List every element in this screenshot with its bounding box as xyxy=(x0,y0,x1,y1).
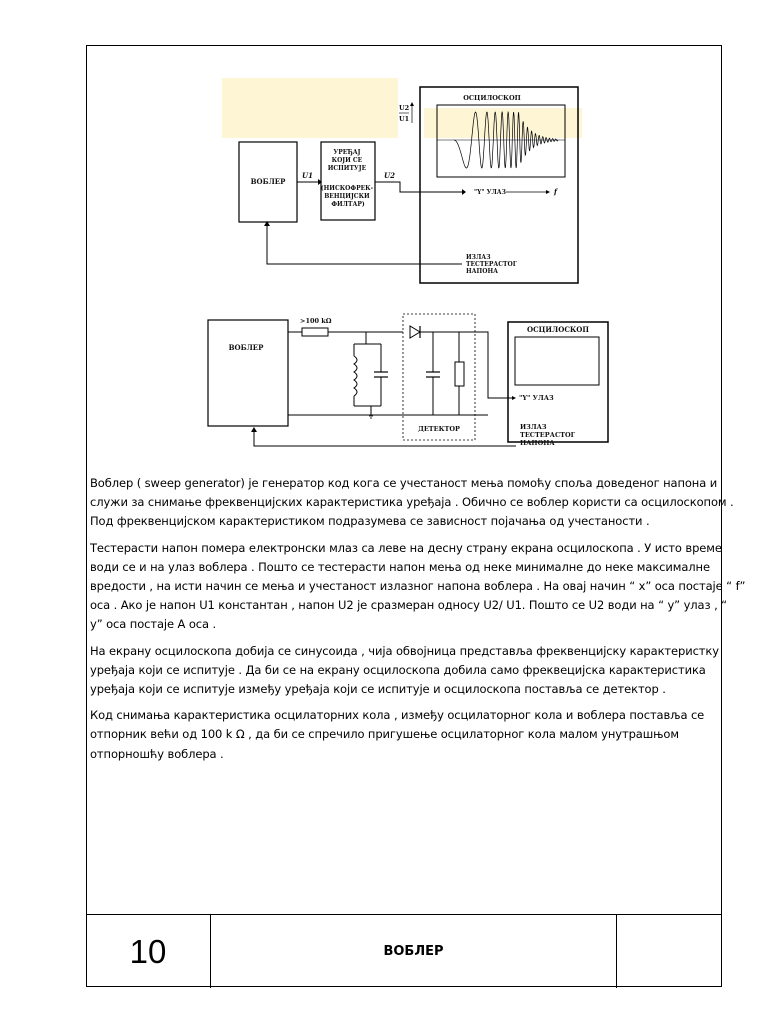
gain-ratio-label: U2 U1 xyxy=(399,104,410,123)
load-resistor xyxy=(455,362,464,386)
title-block xyxy=(86,914,722,987)
detector-label: ДЕТЕКТОР xyxy=(418,425,460,433)
sweep-output-label: ИЗЛАЗ ТЕСТЕРАСТОГ НАПОНА xyxy=(520,423,576,447)
highlight xyxy=(222,78,398,138)
diode xyxy=(410,326,420,338)
body-text xyxy=(90,474,746,771)
device-label: УРЕЂАЈ КОЈИ СЕ ИСПИТУЈЕ (НИСКОФРЕК- ВЕНЦИЈСКИ ФИЛТАР) xyxy=(320,149,374,208)
wobbler-block-diagram xyxy=(222,78,584,288)
wobbler-label: ВОБЛЕР xyxy=(228,343,264,352)
u2-label: U2 xyxy=(384,171,395,180)
f-axis-label: f xyxy=(554,187,558,196)
blank-cell xyxy=(617,915,722,988)
wobbler-label: ВОБЛЕР xyxy=(250,177,286,186)
oscilloscope-screen xyxy=(515,337,599,385)
inductor-coil xyxy=(354,356,357,396)
sweep-output-label: ИЗЛАЗ ТЕСТЕРАСТОГ НАПОНА xyxy=(466,254,517,275)
wobbler-box xyxy=(208,320,288,426)
oscilloscope-label: ОСЦИЛОСКОП xyxy=(463,94,521,102)
page-number: 10 xyxy=(86,915,211,988)
paragraph-1: Воблер ( sweep generator) је генератор код кога се учестаност мења помоћу споља доведеног напона и служи за снимање фреквенцијских карактеристика уређаја . Обично се воблер користи са осцилоскопом . Под фреквенцијском карактеристиком подразумева се зависност појачања од учестаности . xyxy=(90,476,734,529)
y-input-label: "Y" УЛАЗ xyxy=(474,189,507,196)
oscilloscope-label: ОСЦИЛОСКОП xyxy=(527,325,589,334)
paragraph-4: Код снимања карактеристика осцилаторних кола , између осцилаторног кола и воблера поставља се отпорник већи од 100 k Ω , да би се спречило пригушење осцилаторног кола малом унутрашњом отпорношћу воблера . xyxy=(90,708,705,761)
wobbler-detector-circuit xyxy=(206,308,614,460)
paragraph-2: Тестерасти напон помера електронски млаз са леве на десну страну екрана осцилоскопа . У исто време води се и на улаз воблера . Пошто се тестерасти напон мења од неке минималне до неке максималне вредости , на исти начин се мења и учестаност излазног напона воблера . На овај начин “ x” оса постаје “ f” оса . Ако је напон U1 константан , напон U2 је сразмеран односу U2/ U1. Пошто се U2 води на “ y” улаз , “ y” оса постаје А оса . xyxy=(90,540,746,632)
resistor xyxy=(302,328,328,336)
u1-label: U1 xyxy=(302,171,313,180)
y-input-label: "Y" УЛАЗ xyxy=(519,394,554,402)
resistor-label: >100 kΩ xyxy=(300,317,332,325)
page-title: ВОБЛЕР xyxy=(211,915,617,988)
paragraph-3: На екрану осцилоскопа добија се синусоида , чија обвојница представља фреквенцијску карактеристку уређаја који се испитује . Да би се на екрану осцилоскопа добила само фреквецијска карактеристика уређаја који се испитује између уређаја који се испитује и осцилоскопа поставља се детектор . xyxy=(90,643,719,697)
